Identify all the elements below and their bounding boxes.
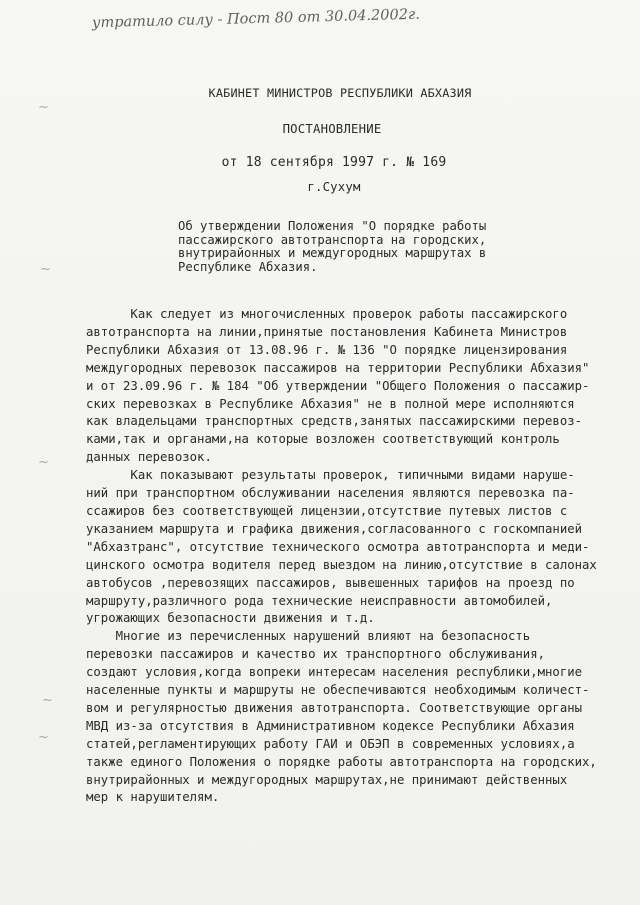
body-line: цинского осмотра водителя перед выездом на линию,отсутствие в салонах (86, 557, 597, 572)
binder-hole-mark: ~ (40, 262, 51, 277)
body-line: мер к нарушителям. (86, 790, 220, 805)
subject-line: пассажирского автотранспорта на городских, (178, 232, 487, 247)
decree-date-number: от 18 сентября 1997 г. № 169 (221, 155, 447, 170)
body-line: угрожающих безопасности движения и т.д. (86, 611, 375, 626)
body-line: перевозки пассажиров и качество их транспортного обслуживания, (86, 647, 546, 662)
body-line: маршруту,различного рода технические неисправности автомобилей, (86, 593, 553, 608)
body-line: статей,регламентирующих работу ГАИ и ОБЭП в современных условиях,а (86, 736, 575, 751)
ministry-heading: КАБИНЕТ МИНИСТРОВ РЕСПУБЛИКИ АБХАЗИЯ (208, 86, 472, 100)
body-line: и от 23.09.96 г. № 184 "Об утверждении "Общего Положения о пассажир- (86, 378, 590, 393)
body-line: ссажиров без соответствующей лицензии,отсутствие путевых листов с (86, 503, 568, 518)
body-line: населенные пункты и маршруты не обеспечиваются необходимым количест- (86, 683, 590, 698)
city: г.Сухум (307, 180, 361, 194)
body-line: МВД из-за отсутствия в Административном кодексе Республики Абхазия (86, 718, 575, 733)
body-line: внутрирайонных и междугородных маршрутах,не принимают действенных (86, 772, 568, 787)
body-line: "Абхазтранс", отсутствие технического осмотра автотранспорта и меди- (86, 539, 590, 554)
handwritten-annotation: утратило силу - Пост 80 от 30.04.2002г. (91, 6, 421, 32)
binder-hole-mark: ~ (38, 730, 49, 745)
body-line: ний при транспортном обслуживании населения являются перевозка па- (86, 486, 575, 501)
body-line: ских перевозках в Республике Абхазия" не в полной мере исполняются (86, 396, 575, 411)
binder-hole-mark: ~ (38, 455, 49, 470)
binder-hole-mark: ~ (42, 693, 53, 708)
body-line: Как показывают результаты проверок, типичными видами наруше- (86, 468, 575, 483)
body-line: также единого Положения о порядке работы автотранспорта на городских, (86, 754, 597, 769)
body-line: вом и регулярностью движения автотранспорта. Соответствующие органы (86, 700, 583, 715)
body-line: ками,так и органами,на которые возложен соответствующий контроль (86, 432, 560, 447)
subject-line: внутрирайонных и междугородных маршрутах в (178, 246, 487, 260)
body-line: автотранспорта на линии,принятые постановления Кабинета Министров (86, 324, 568, 339)
body-line: автобусов ,перевозящих пассажиров, вывешенных тарифов на проезд по (86, 575, 575, 590)
subject-line: Республике Абхазия. (178, 259, 318, 274)
body-line: междугородных перевозок пассажиров на территории Республики Абхазия" (86, 360, 590, 375)
body-line: указанием маршрута и графика движения,согласованного с госкомпанией (86, 521, 583, 536)
subject-block (178, 220, 538, 274)
body-line: данных перевозок. (86, 450, 212, 465)
subject-line: Об утверждении Положения "О порядке работы (178, 219, 487, 233)
body-line: Как следует из многочисленных проверок работы пассажирского (86, 307, 568, 321)
body-line: Многие из перечисленных нарушений влияют на безопасность (86, 629, 531, 644)
document-type: ПОСТАНОВЛЕНИЕ (282, 122, 382, 136)
body-line: как владельцами транспортных средств,занятых пассажирскими перевоз- (86, 414, 583, 429)
body-line: Республики Абхазия от 13.08.96 г. № 136 "О порядке лицензирования (86, 342, 568, 357)
body-text (86, 306, 626, 807)
body-line: создают условия,когда вопреки интересам населения республики,многие (86, 665, 583, 680)
binder-hole-mark: ~ (38, 100, 49, 115)
